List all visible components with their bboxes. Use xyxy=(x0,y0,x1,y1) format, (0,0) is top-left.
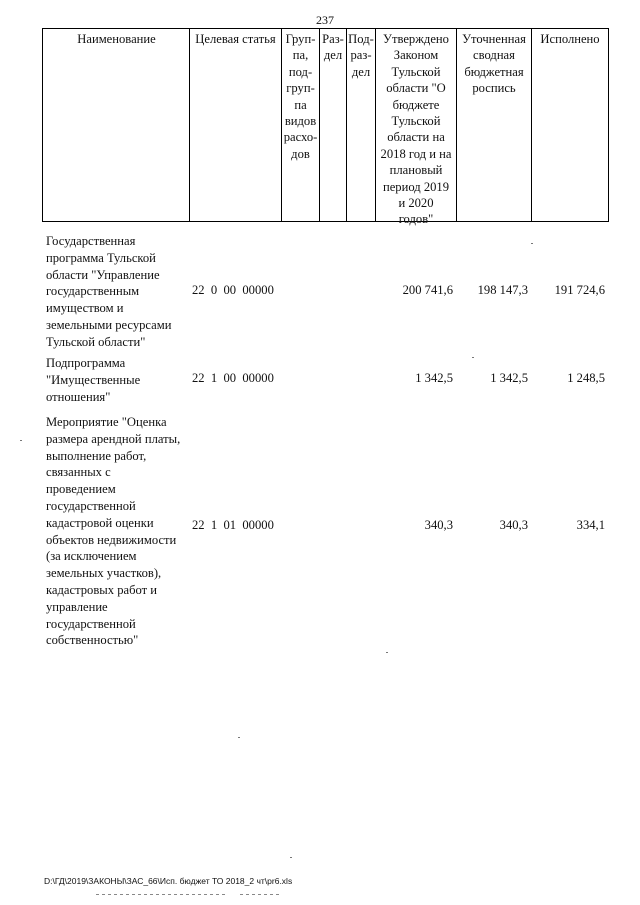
row-2-name: Подпрограмма "Имущественные отношения" xyxy=(46,356,141,404)
page-number: 237 xyxy=(316,13,334,27)
scan-speck xyxy=(290,857,292,858)
header-group: Груп- па, под- груп- па видов расхо- дов xyxy=(283,32,318,161)
header-target: Целевая статья xyxy=(195,32,276,46)
scan-dash xyxy=(96,894,226,895)
row-1-executed: 191 724,6 xyxy=(554,283,605,297)
row-3-executed: 334,1 xyxy=(576,518,605,532)
row-2-refined: 1 342,5 xyxy=(490,371,528,385)
row-2-approved: 1 342,5 xyxy=(415,371,453,385)
scan-speck xyxy=(238,737,240,738)
row-3-refined: 340,3 xyxy=(499,518,528,532)
footer-file-path: D:\ГД\2019\ЗАКОНЫ\ЗАС_66\Исп. бюджет ТО 2018_2 чт\pr6.xls xyxy=(44,876,293,886)
row-3-name: Мероприятие "Оценка размера арендной платы, выполнение работ, связанных с проведением государственной кадастровой оценки объектов недвижимости (за исключением земельных участков), кадастровых работ и управление государственной собственностью" xyxy=(46,415,181,648)
column-divider xyxy=(189,28,190,222)
row-1-name: Государственная программа Тульской области "Управление государственным имуществом и земельными ресурсами Тульской области" xyxy=(46,234,172,349)
row-1-approved: 200 741,6 xyxy=(402,283,453,297)
header-refined: Уточненная сводная бюджетная роспись xyxy=(462,32,526,96)
row-1-refined: 198 147,3 xyxy=(477,283,528,297)
header-subsection: Под- раз- дел xyxy=(348,32,374,79)
header-name: Наименование xyxy=(77,32,156,46)
scan-dash xyxy=(240,894,280,895)
scan-speck xyxy=(20,440,22,441)
column-divider xyxy=(531,28,532,222)
scan-speck xyxy=(531,243,533,244)
scan-speck xyxy=(472,357,474,358)
header-executed: Исполнено xyxy=(540,32,600,46)
row-3-approved: 340,3 xyxy=(424,518,453,532)
row-2-executed: 1 248,5 xyxy=(567,371,605,385)
header-section: Раз- дел xyxy=(322,32,344,63)
scan-speck xyxy=(386,652,388,653)
header-approved: Утверждено Законом Тульской области "О бюджете Тульской области на 2018 год и на плановый период 2019 и 2020 годов" xyxy=(380,32,452,227)
row-3-code: 22 1 01 00000 xyxy=(192,518,274,532)
row-2-code: 22 1 00 00000 xyxy=(192,371,274,385)
row-1-code: 22 0 00 00000 xyxy=(192,283,274,297)
